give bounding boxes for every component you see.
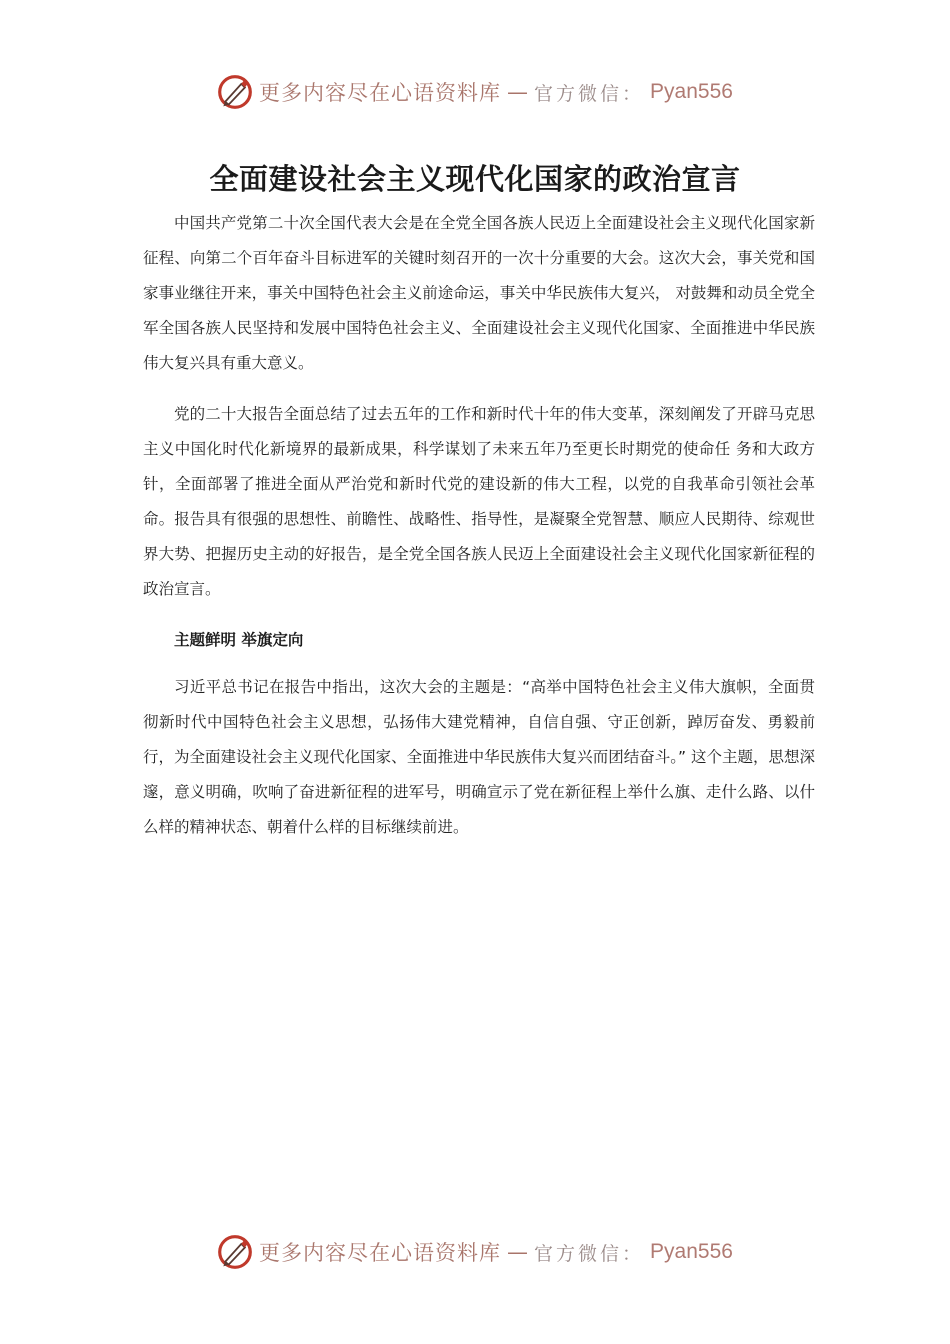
pen-logo-icon xyxy=(217,74,253,110)
pen-logo-icon xyxy=(217,1234,253,1270)
section-heading: 主题鲜明 举旗定向 xyxy=(174,631,304,649)
paragraph-theme: 习近平总书记在报告中指出，这次大会的主题是：“高举中国特色社会主义伟大旗帜，全面贯彻新时代中国特色社会主义思想，弘扬伟大建党精神，自信自强、守正创新，踔厉奋发、勇毅前行，为全面建设社会主义现代化国家、全面推进中华民族伟大复兴而团结奋斗。” 这个主题，思想深邃，意义明确，吹响了奋进新征程的进军号，明确宣示了党在新征程上举什么旗、走什么路、以什么样的精神状态、朝着什么样的目标继续前进。 xyxy=(143,678,815,836)
header-banner xyxy=(0,70,950,114)
footer-banner xyxy=(0,1230,950,1274)
banner-brand-text: 更多内容尽在心语资料库 xyxy=(259,81,502,105)
banner-wechat-id: Pyan556 xyxy=(650,1240,733,1263)
paragraph-intro: 中国共产党第二十次全国代表大会是在全党全国各族人民迈上全面建设社会主义现代化国家新征程、向第二个百年奋斗目标进军的关键时刻召开的一次十分重要的大会。这次大会，事关党和国家事业继往开来，事关中国特色社会主义前途命运，事关中华民族伟大复兴， 对鼓舞和动员全党全军全国各族人民坚持和发展中国特色社会主义、全面建设社会主义现代化国家、全面推进中华民族伟大复兴具有重大意义。 xyxy=(143,214,815,372)
banner-wechat-label: 官方微信： xyxy=(534,82,645,105)
banner-separator: — xyxy=(507,1240,529,1264)
banner-wechat-id: Pyan556 xyxy=(650,80,733,103)
paragraph-report-summary: 党的二十大报告全面总结了过去五年的工作和新时代十年的伟大变革，深刻阐发了开辟马克思主义中国化时代化新境界的最新成果，科学谋划了未来五年乃至更长时期党的使命任 务和大政方针，全面部署了推进全面从严治党和新时代党的建设新的伟大工程，以党的自我革命引领社会革命。报告具有很强的思想性、前瞻性、战略性、指导性，是凝聚全党智慧、顺应人民期待、综观世界大势、把握历史主动的好报告，是全党全国各族人民迈上全面建设社会主义现代化国家新征程的政治宣言。 xyxy=(143,405,815,598)
banner-separator: — xyxy=(507,80,529,104)
document-body xyxy=(143,206,815,861)
document-title: 全面建设社会主义现代化国家的政治宣言 xyxy=(209,162,741,197)
banner-brand-text: 更多内容尽在心语资料库 xyxy=(259,1241,502,1265)
banner-wechat-label: 官方微信： xyxy=(534,1242,645,1265)
